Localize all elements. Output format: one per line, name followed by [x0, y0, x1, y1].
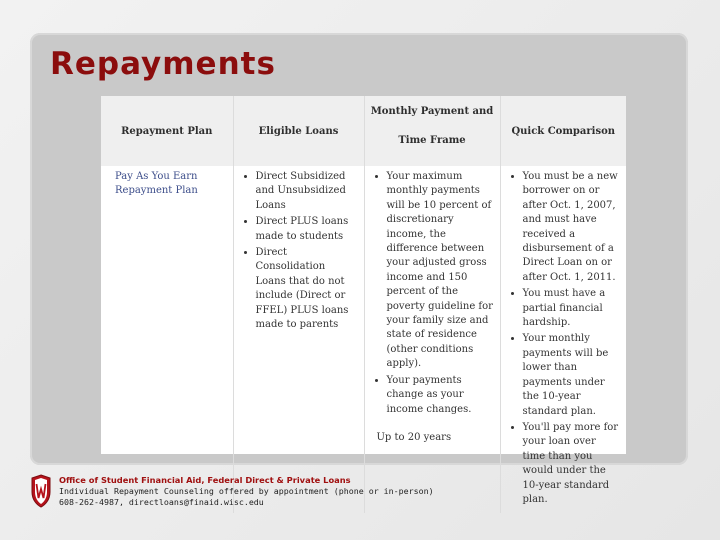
repayment-table	[101, 96, 626, 513]
eligible-loans-cell	[233, 166, 364, 513]
footer	[59, 475, 434, 508]
list-item: • Direct PLUS loans made to students	[256, 215, 358, 244]
table-row	[101, 166, 626, 513]
list-item: • You must be a new borrower on or after Oct. 1, 2007, and must have received a disbursement of a Direct Loan on or after Oct. 1, 2011.	[523, 170, 621, 285]
plan-name: Pay As You Earn Repayment Plan	[101, 166, 233, 513]
header-monthly-payment-line2: Time Frame	[398, 135, 466, 146]
table-header-row	[101, 96, 626, 166]
university-crest-icon	[30, 474, 52, 508]
header-quick-comparison: Quick Comparison	[500, 96, 626, 166]
time-frame: Up to 20 years	[376, 431, 452, 443]
quick-comparison-cell	[500, 166, 626, 513]
list-item: • You'll pay more for your loan over time than you would under the 10-year standard plan.	[523, 421, 621, 507]
list-item: • Direct Subsidized and Unsubsidized Loans	[256, 170, 358, 213]
header-monthly-payment	[364, 96, 500, 166]
header-repayment-plan: Repayment Plan	[101, 96, 233, 166]
header-monthly-payment-line1: Monthly Payment and	[370, 106, 494, 117]
list-item: • Your maximum monthly payments will be 10 percent of discretionary income, the difference between your adjusted gross income and 150 percent of the poverty guideline for your family size and state of residence (other conditions apply).	[387, 170, 494, 372]
list-item: • Your monthly payments will be lower than payments under the 10-year standard plan.	[523, 332, 621, 418]
list-item: • Your payments change as your income changes.	[387, 374, 494, 417]
list-item: • Direct Consolidation Loans that do not include (Direct or FFEL) PLUS loans made to parents	[256, 246, 358, 332]
footer-counseling: Individual Repayment Counseling offered by appointment (phone or in-person)	[59, 486, 434, 496]
footer-org: Office of Student Financial Aid, Federal Direct & Private Loans	[59, 475, 351, 485]
footer-contact: 608-262-4987, directloans@finaid.wisc.edu	[59, 497, 264, 507]
list-item: • You must have a partial financial hardship.	[523, 287, 621, 330]
header-eligible-loans: Eligible Loans	[233, 96, 364, 166]
monthly-payment-cell	[364, 166, 500, 513]
slide-title: Repayments	[50, 46, 276, 82]
